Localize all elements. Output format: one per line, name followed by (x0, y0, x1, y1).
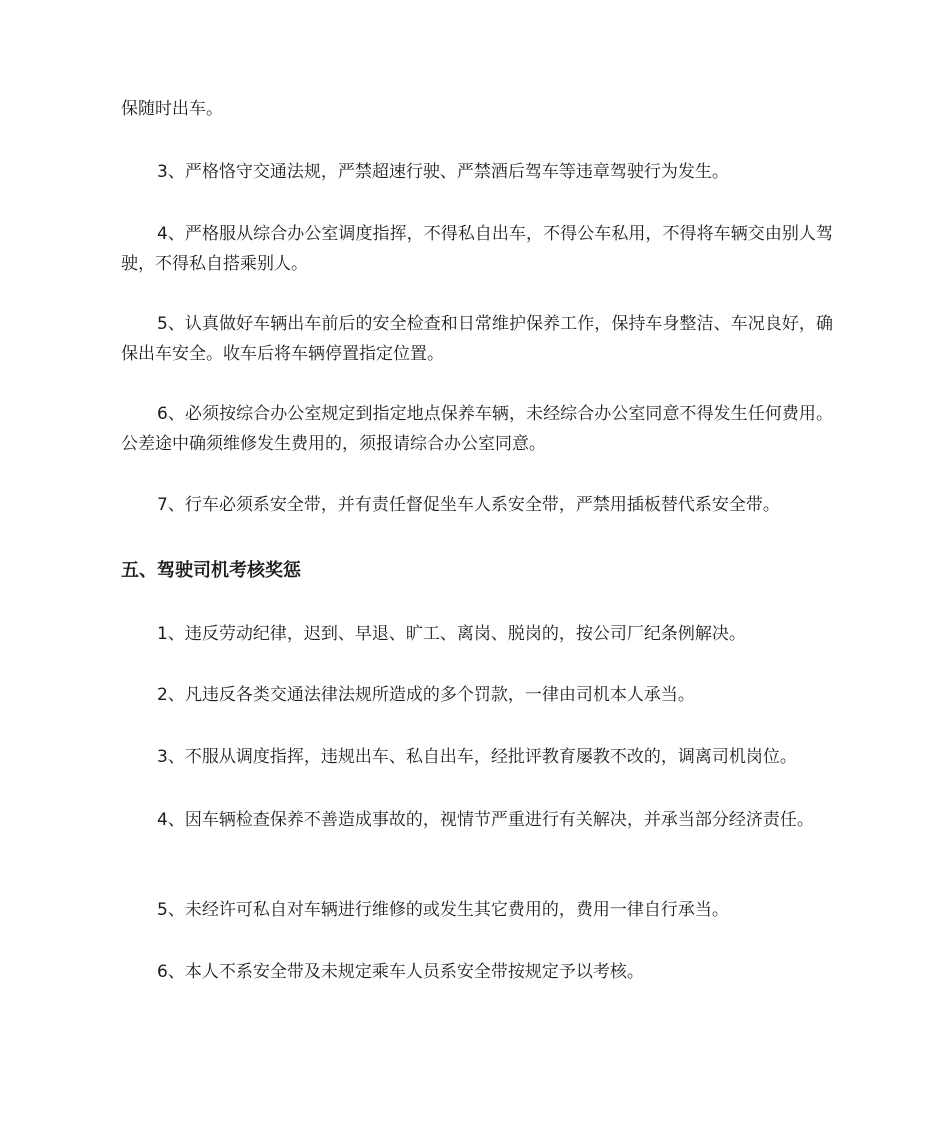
paragraph-item-7: 7、行车必须系安全带，并有责任督促坐车人系安全带，严禁用插板替代系安全带。 (157, 495, 780, 515)
section-heading: 五、驾驶司机考核奖惩 (121, 560, 301, 581)
paragraph-item-4: 4、严格服从综合办公室调度指挥，不得私自出车，不得公车私用，不得将车辆交由别人驾驶，不得私自搭乘别人。 (121, 224, 833, 274)
rule-item-6: 6、本人不系安全带及未规定乘车人员系安全带按规定予以考核。 (157, 962, 644, 982)
paragraph-item-3: 3、严格恪守交通法规，严禁超速行驶、严禁酒后驾车等违章驾驶行为发生。 (157, 162, 729, 182)
rule-item-3: 3、不服从调度指挥，违规出车、私自出车，经批评教育屡教不改的，调离司机岗位。 (157, 747, 797, 767)
paragraph-item-5: 5、认真做好车辆出车前后的安全检查和日常维护保养工作，保持车身整洁、车况良好，确保出车安全。收车后将车辆停置指定位置。 (121, 314, 833, 364)
rule-item-5: 5、未经许可私自对车辆进行维修的或发生其它费用的，费用一律自行承当。 (157, 900, 729, 920)
rule-item-4: 4、因车辆检查保养不善造成事故的，视情节严重进行有关解决，并承当部分经济责任。 (157, 810, 814, 830)
rule-item-1: 1、违反劳动纪律，迟到、早退、旷工、离岗、脱岗的，按公司厂纪条例解决。 (157, 624, 746, 644)
rule-item-2: 2、凡违反各类交通法律法规所造成的多个罚款，一律由司机本人承当。 (157, 685, 695, 705)
paragraph-continuation: 保随时出车。 (121, 99, 223, 119)
paragraph-item-6: 6、必须按综合办公室规定到指定地点保养车辆，未经综合办公室同意不得发生任何费用。公差途中确须维修发生费用的，须报请综合办公室同意。 (121, 404, 833, 454)
